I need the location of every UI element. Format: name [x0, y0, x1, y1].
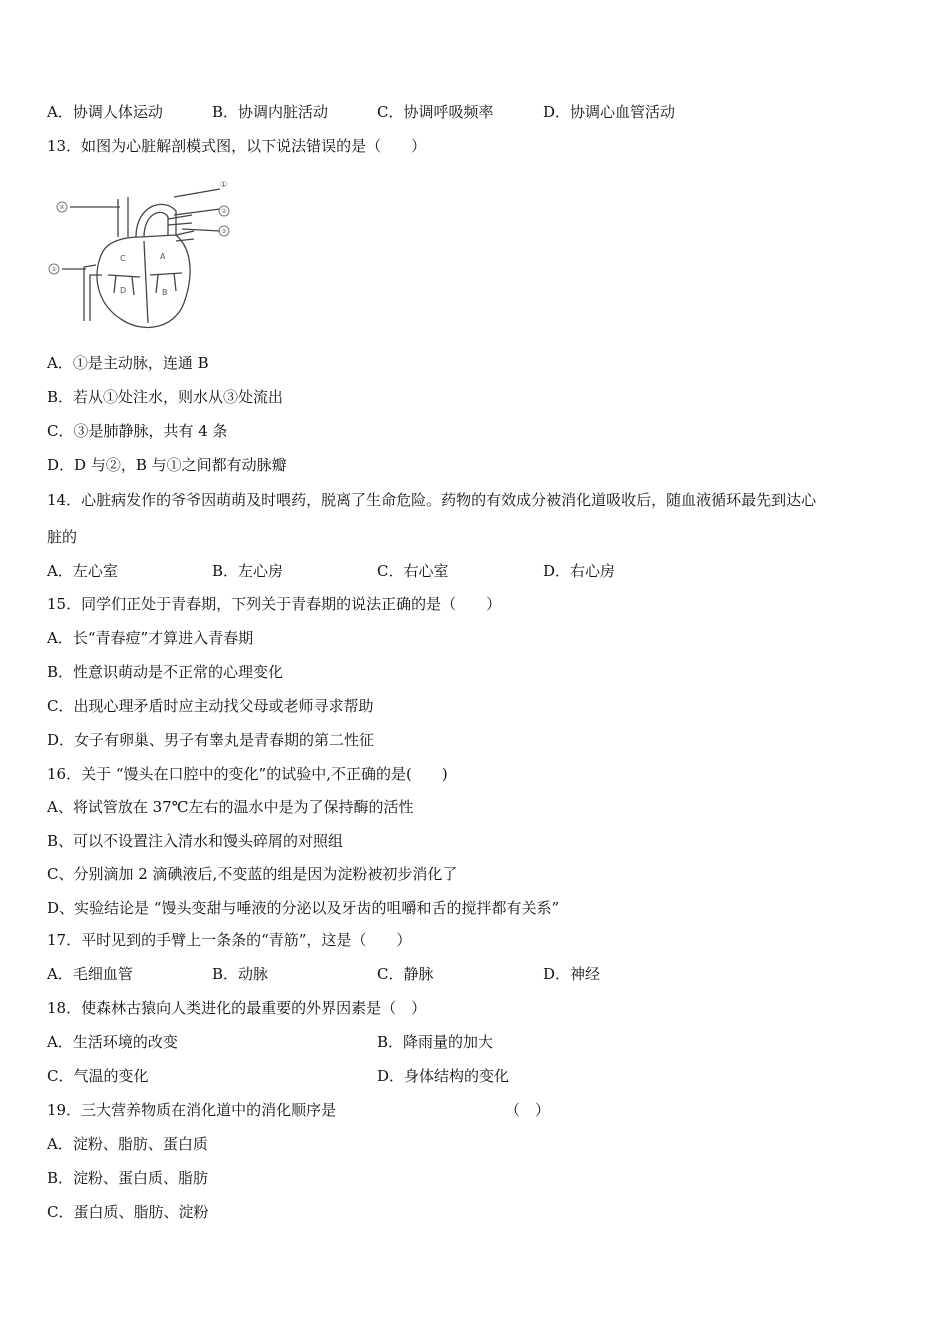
q14-option-c: C．右心室 — [377, 562, 449, 580]
label-A: A — [160, 252, 166, 261]
leader-3 — [182, 229, 220, 231]
superior-vena-cava — [118, 197, 128, 237]
q14-option-a: A．左心室 — [47, 562, 118, 580]
label-4: ④ — [59, 204, 65, 211]
heart-outline — [97, 235, 190, 327]
q19-answer-paren: （ ） — [505, 1101, 551, 1119]
q19-option-a: A．淀粉、脂肪、蛋白质 — [47, 1135, 208, 1153]
q19-option-b: B．淀粉、蛋白质、脂肪 — [47, 1169, 209, 1187]
aorta-inner — [144, 212, 168, 237]
q12-option-a: A．协调人体运动 — [47, 103, 163, 121]
q13-option-c: C．③是肺静脉，共有 4 条 — [47, 422, 228, 440]
q19-option-c: C．蛋白质、脂肪、淀粉 — [47, 1203, 209, 1221]
q16-option-d: D、实验结论是 “馒头变甜与唾液的分泌以及牙齿的咀嚼和舌的搅拌都有关系” — [47, 899, 560, 917]
label-B: B — [162, 288, 168, 297]
q16-option-b: B、可以不设置注入清水和馒头碎屑的对照组 — [47, 832, 344, 850]
q15-option-a: A．长“青春痘”才算进入青春期 — [47, 629, 254, 647]
q13-stem: 13．如图为心脏解剖模式图，以下说法错误的是（ ） — [47, 137, 427, 155]
q15-option-b: B．性意识萌动是不正常的心理变化 — [47, 663, 284, 681]
heart-diagram — [44, 175, 244, 333]
q17-option-b: B．动脉 — [212, 965, 269, 983]
q14-stem-line2: 脏的 — [47, 528, 78, 546]
q13-option-a: A．①是主动脉，连通 B — [47, 354, 209, 372]
q15-stem: 15．同学们正处于青春期，下列关于青春期的说法正确的是（ ） — [47, 595, 502, 613]
q17-option-c: C．静脉 — [377, 965, 434, 983]
q12-option-d: D．协调心血管活动 — [543, 103, 676, 121]
q17-option-a: A．毛细血管 — [47, 965, 133, 983]
leader-1 — [174, 189, 220, 197]
q15-option-d: D．女子有卵巢、男子有睾丸是青春期的第二性征 — [47, 731, 375, 749]
q12-option-c: C．协调呼吸频率 — [377, 103, 494, 121]
q14-option-b: B．左心房 — [212, 562, 284, 580]
septum — [144, 241, 148, 323]
q18-option-c: C．气温的变化 — [47, 1067, 149, 1085]
q16-stem: 16．关于 “馒头在口腔中的变化”的试验中,不正确的是( ) — [47, 765, 448, 783]
label-2: ② — [221, 208, 227, 215]
label-5: ⑤ — [51, 266, 57, 273]
q13-option-d: D．D 与②，B 与①之间都有动脉瓣 — [47, 456, 287, 474]
q19-stem: 19．三大营养物质在消化道中的消化顺序是 — [47, 1101, 337, 1119]
q18-option-a: A．生活环境的改变 — [47, 1033, 178, 1051]
leader-2 — [174, 209, 220, 215]
q18-option-b: B．降雨量的加大 — [377, 1033, 494, 1051]
q14-stem-line1: 14．心脏病发作的爷爷因萌萌及时喂药，脱离了生命危险。药物的有效成分被消化道吸收后，随血液循环最先到达心 — [47, 491, 817, 509]
q12-option-b: B．协调内脏活动 — [212, 103, 329, 121]
label-3: ③ — [221, 228, 227, 235]
q14-option-d: D．右心房 — [543, 562, 616, 580]
q18-option-d: D．身体结构的变化 — [377, 1067, 510, 1085]
pulmonary-vessels — [168, 215, 194, 241]
label-D: D — [120, 286, 127, 295]
aorta-arch — [136, 204, 176, 237]
q13-option-b: B．若从①处注水，则水从③处流出 — [47, 388, 284, 406]
label-C: C — [120, 254, 126, 263]
label-1: ① — [220, 180, 228, 189]
q16-option-a: A、将试管放在 37℃左右的温水中是为了保持酶的活性 — [47, 798, 414, 816]
q17-stem: 17．平时见到的手臂上一条条的“青筋”，这是（ ） — [47, 931, 412, 949]
q18-stem: 18．使森林古猿向人类进化的最重要的外界因素是（ ） — [47, 999, 427, 1017]
q17-option-d: D．神经 — [543, 965, 601, 983]
q16-option-c: C、分别滴加 2 滴碘液后,不变蓝的组是因为淀粉被初步消化了 — [47, 865, 458, 883]
q15-option-c: C．出现心理矛盾时应主动找父母或老师寻求帮助 — [47, 697, 374, 715]
